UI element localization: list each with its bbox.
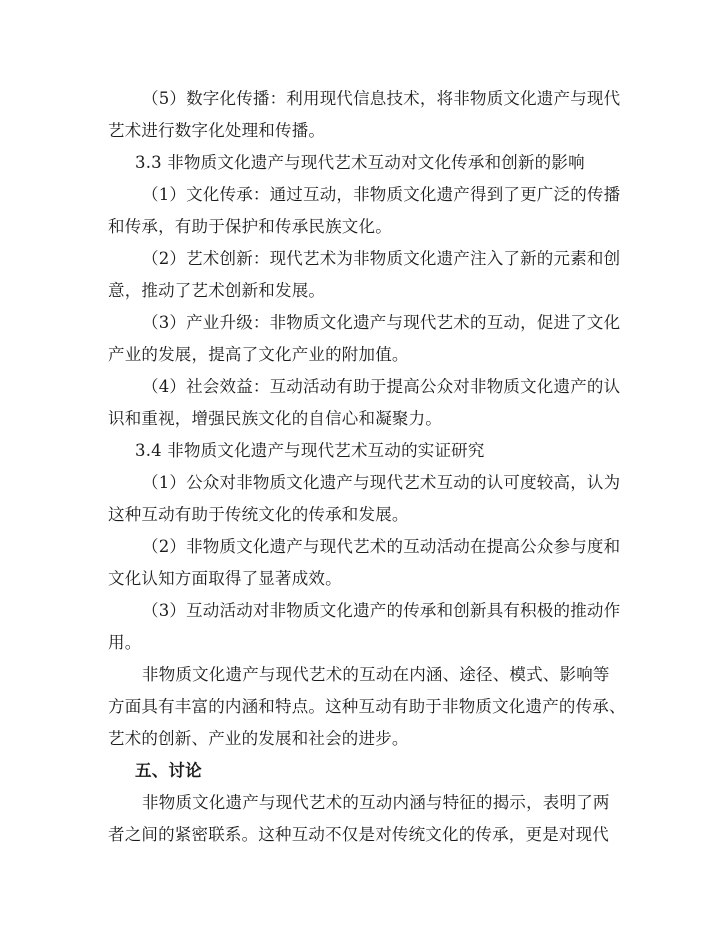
section-heading-discussion: 五、讨论	[135, 761, 202, 780]
list-item-culture-inheritance: （1）文化传承：通过互动，非物质文化遗产得到了更广泛的传播	[142, 185, 621, 204]
list-item-promotion: （3）互动活动对非物质文化遗产的传承和创新具有积极的推动作	[142, 601, 621, 620]
list-item-social-benefit: （4）社会效益：互动活动有助于提高公众对非物质文化遗产的认	[142, 377, 621, 396]
list-item-public-recognition: （1）公众对非物质文化遗产与现代艺术互动的认可度较高，认为	[142, 473, 621, 492]
paragraph-line: 识和重视，增强民族文化的自信心和凝聚力。	[108, 409, 442, 428]
paragraph-line: 艺术进行数字化处理和传播。	[108, 121, 326, 140]
section-heading-3-4: 3.4 非物质文化遗产与现代艺术互动的实证研究	[135, 441, 485, 460]
summary-paragraph: 非物质文化遗产与现代艺术的互动在内涵、途径、模式、影响等	[142, 665, 610, 684]
list-item-participation: （2）非物质文化遗产与现代艺术的互动活动在提高公众参与度和	[142, 537, 621, 556]
section-heading-3-3: 3.3 非物质文化遗产与现代艺术互动对文化传承和创新的影响	[135, 153, 585, 172]
discussion-paragraph: 非物质文化遗产与现代艺术的互动内涵与特征的揭示，表明了两	[142, 793, 610, 812]
paragraph-line: 艺术的创新、产业的发展和社会的进步。	[108, 729, 409, 748]
list-item-digital-spread: （5）数字化传播：利用现代信息技术，将非物质文化遗产与现代	[142, 89, 621, 108]
paragraph-line: 产业的发展，提高了文化产业的附加值。	[108, 345, 409, 364]
paragraph-line: 文化认知方面取得了显著成效。	[108, 569, 342, 588]
paragraph-line: 这种互动有助于传统文化的传承和发展。	[108, 505, 409, 524]
paragraph-line: 者之间的紧密联系。这种互动不仅是对传统文化的传承，更是对现代	[108, 825, 609, 844]
list-item-industry-upgrade: （3）产业升级：非物质文化遗产与现代艺术的互动，促进了文化	[142, 313, 621, 332]
paragraph-line: 用。	[108, 633, 142, 652]
paragraph-line: 意，推动了艺术创新和发展。	[108, 281, 326, 300]
list-item-art-innovation: （2）艺术创新：现代艺术为非物质文化遗产注入了新的元素和创	[142, 249, 621, 268]
paragraph-line: 和传承，有助于保护和传承民族文化。	[108, 217, 392, 236]
paragraph-line: 方面具有丰富的内涵和特点。这种互动有助于非物质文化遗产的传承、	[108, 697, 626, 716]
